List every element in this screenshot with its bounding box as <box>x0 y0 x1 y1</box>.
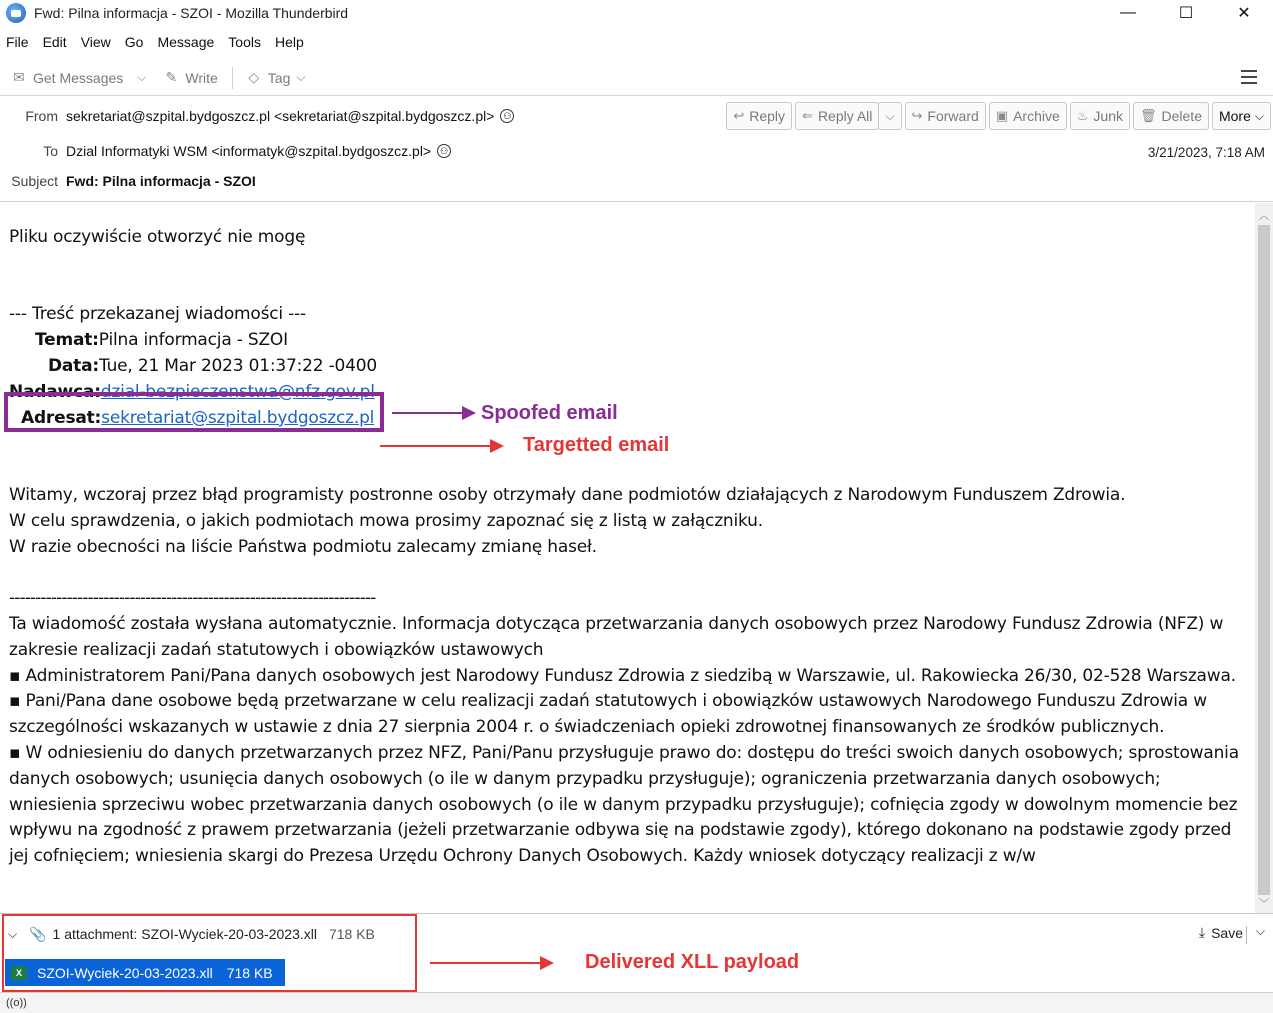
archive-label: Archive <box>1013 108 1060 124</box>
menu-edit[interactable]: Edit <box>42 34 67 50</box>
body-line: W razie obecności na liście Państwa podmiotu zalecamy zmianę haseł. <box>9 536 597 557</box>
reply-all-icon: ⇐ <box>802 108 813 123</box>
subject-value: Fwd: Pilna informacja - SZOI <box>66 173 256 189</box>
adresat-link[interactable]: sekretariat@szpital.bydgoszcz.pl <box>101 407 375 428</box>
pencil-icon: ✎ <box>165 69 178 85</box>
fwd-temat <box>9 328 1245 354</box>
trash-icon: 🗑 <box>1140 108 1157 123</box>
scroll-down-icon[interactable]: ﹀ <box>1259 898 1269 910</box>
tag-button[interactable] <box>245 70 306 86</box>
forward-icon: ↪ <box>911 108 923 123</box>
archive-button[interactable] <box>989 102 1067 130</box>
junk-icon: ♨ <box>1076 108 1089 123</box>
envelope-icon: ✉ <box>13 69 25 85</box>
footer-paragraph: ▪ W odniesieniu do danych przetwarzanych przez NFZ, Pani/Panu przysługuje prawo do: dostępu do treści swoich danych osobowych; sprostowania danych osobowych; usunięcia danych osobowych (o ile w danym przypadku przysługuje); ograniczenia przetwarzania danych osobowych; wniesienia sprzeciwu wobec przetwarzania danych osobowych (o ile w danym przypadku przysługuje); cofnięcia zgody w dowolnym momencie bez wpływu na zgodność z prawem przetwarzania (jeżeli przetwarzanie odbywa się na podstawie zgody), którego dokonano na podstawie zgody przed jej cofnięciem; wniesienia skargi do Prezesa Urzędu Ochrony Danych Osobowych. Każdy wniosek dotyczący realizacji z w/w <box>9 742 1239 867</box>
nadawca-link[interactable]: dzial-bezpieczenstwa@nfz.gov.pl <box>100 381 375 402</box>
attachment-file-size: 718 KB <box>226 964 273 981</box>
save-button[interactable] <box>1199 924 1243 941</box>
temat-value: Pilna informacja - SZOI <box>98 330 288 351</box>
menu-go[interactable]: Go <box>124 34 144 50</box>
attachment-summary-size: 718 KB <box>328 926 375 942</box>
status-bar <box>0 992 1273 1013</box>
app-menu-icon[interactable] <box>1241 70 1257 84</box>
get-messages-dropdown-icon[interactable]: ⌵ <box>137 70 147 84</box>
body-line: Pliku oczywiście otworzyć nie mogę <box>9 227 306 247</box>
body-line: W celu sprawdzenia, o jakich podmiotach mowa prosimy zapoznać się z listą w załączniku. <box>9 510 763 531</box>
get-messages-button[interactable] <box>10 70 123 86</box>
forward-button[interactable] <box>905 102 986 130</box>
write-label: Write <box>185 69 218 86</box>
tag-icon: ◇ <box>248 69 260 85</box>
reply-button[interactable] <box>726 102 792 130</box>
menu-help[interactable]: Help <box>274 34 304 50</box>
tag-label: Tag <box>267 69 291 86</box>
attachment-file-name: SZOI-Wyciek-20-03-2023.xll <box>37 964 213 981</box>
menu-tools[interactable]: Tools <box>228 34 261 50</box>
reply-all-button[interactable] <box>795 102 879 130</box>
spoofed-email-highlight <box>4 392 384 432</box>
reply-label: Reply <box>749 108 786 124</box>
from-value[interactable]: sekretariat@szpital.bydgoszcz.pl <sekretariat@szpital.bydgoszcz.pl> <box>66 108 495 124</box>
message-actions <box>723 102 1271 130</box>
save-separator <box>1246 926 1247 944</box>
reply-icon: ↩ <box>733 108 745 123</box>
chevron-down-icon: ⌵ <box>885 108 895 123</box>
adresat-label: Adresat: <box>21 407 102 428</box>
message-text <box>9 225 1245 870</box>
thunderbird-icon <box>6 3 26 23</box>
contact-icon[interactable]: ⚇ <box>437 144 451 158</box>
message-header <box>0 98 1273 202</box>
archive-icon: ▣ <box>995 108 1009 123</box>
download-icon: ⤓ <box>1198 924 1206 940</box>
targetted-email-label: Targetted email <box>523 434 670 456</box>
to-row <box>0 143 451 159</box>
reply-all-dropdown[interactable] <box>878 102 901 130</box>
body-line: Witamy, wczoraj przez błąd programisty postronne osoby otrzymały dane podmiotów działających z Narodowym Funduszem Zdrowia. <box>9 484 1126 505</box>
from-row <box>0 108 514 124</box>
nadawca-label: Nadawca: <box>9 381 101 402</box>
junk-label: Junk <box>1093 108 1123 124</box>
menu-view[interactable]: View <box>80 34 111 50</box>
delete-label: Delete <box>1161 108 1202 124</box>
save-label: Save <box>1211 924 1243 941</box>
forward-label: Forward <box>927 108 979 124</box>
title-bar <box>0 0 1273 26</box>
paperclip-icon: 📎 <box>29 925 47 942</box>
tag-dropdown-icon: ⌵ <box>296 70 306 84</box>
data-value: Tue, 21 Mar 2023 01:37:22 -0400 <box>98 355 377 376</box>
fwd-data <box>9 354 1245 380</box>
forward-header: --- Treść przekazanej wiadomości --- <box>9 304 306 325</box>
chevron-down-icon[interactable]: ⌵ <box>8 926 18 941</box>
window-controls <box>1099 0 1273 26</box>
data-label: Data: <box>48 355 99 376</box>
main-toolbar <box>0 60 1273 96</box>
body-divider: ---------------------------------------------------------------------- <box>9 588 376 609</box>
to-label: To <box>43 143 58 159</box>
attachment-summary-text: 1 attachment: SZOI-Wyciek-20-03-2023.xll <box>52 926 317 942</box>
payload-label: Delivered XLL payload <box>585 951 800 973</box>
footer-paragraph: ▪ Pani/Pana dane osobowe będą przetwarzane w celu realizacji zadań statutowych i obowiązków ustawowych Narodowego Funduszu Zdrowia w szczególności wskazanych w ustawie z dnia 27 sierpnia 2004 r. o świadczeniach opieki zdrowotnej finansowanych ze środków publicznych. <box>9 691 1207 738</box>
menu-message[interactable]: Message <box>157 34 215 50</box>
more-button[interactable] <box>1212 102 1271 130</box>
footer-paragraph: Ta wiadomość została wysłana automatycznie. Informacja dotycząca przetwarzania danych osobowych przez Narodowy Fundusz Zdrowia (NFZ) w zakresie realizacji zadań statutowych i obowiązków ustawowych <box>9 613 1224 660</box>
spoofed-arrow <box>392 412 474 414</box>
body-scrollbar[interactable] <box>1255 203 1273 913</box>
menu-bar <box>0 30 318 54</box>
menu-file[interactable]: File <box>6 34 29 50</box>
toolbar-separator <box>232 67 233 89</box>
window-title: Fwd: Pilna informacja - SZOI - Mozilla Thunderbird <box>34 5 349 21</box>
save-dropdown-icon[interactable]: ⌵ <box>1255 924 1265 938</box>
junk-button[interactable] <box>1070 102 1130 130</box>
payload-highlight <box>2 914 417 992</box>
targetted-arrow <box>380 445 502 447</box>
chevron-down-icon: ⌵ <box>1254 108 1264 123</box>
maximize-button[interactable]: ☐ <box>1178 5 1194 22</box>
reply-all-label: Reply All <box>817 108 873 124</box>
excel-file-icon: X <box>11 966 27 980</box>
delete-button[interactable] <box>1133 102 1209 130</box>
scroll-up-icon[interactable]: ︿ <box>1259 210 1269 222</box>
minimize-button[interactable]: — <box>1120 4 1136 21</box>
more-label: More <box>1218 108 1251 124</box>
contact-icon[interactable]: ⚇ <box>500 109 514 123</box>
message-body <box>0 203 1273 913</box>
from-label: From <box>25 108 58 124</box>
subject-label: Subject <box>11 173 58 189</box>
write-button[interactable] <box>162 70 217 86</box>
payload-arrow <box>430 962 552 964</box>
online-status-icon[interactable]: ((o)) <box>6 997 27 1009</box>
close-button[interactable]: ✕ <box>1237 5 1251 22</box>
message-date: 3/21/2023, 7:18 AM <box>1147 145 1265 160</box>
to-value[interactable]: Dzial Informatyki WSM <informatyk@szpital.bydgoszcz.pl> <box>66 143 432 159</box>
scroll-thumb[interactable] <box>1258 225 1270 895</box>
footer-paragraph: ▪ Administratorem Pani/Pana danych osobowych jest Narodowy Fundusz Zdrowia z siedzibą w Warszawie, ul. Rakowiecka 26/30, 02-528 Warszawa. <box>9 665 1236 686</box>
temat-label: Temat: <box>35 330 99 351</box>
spoofed-email-label: Spoofed email <box>481 402 618 424</box>
subject-row <box>0 173 256 189</box>
get-messages-label: Get Messages <box>33 69 124 86</box>
